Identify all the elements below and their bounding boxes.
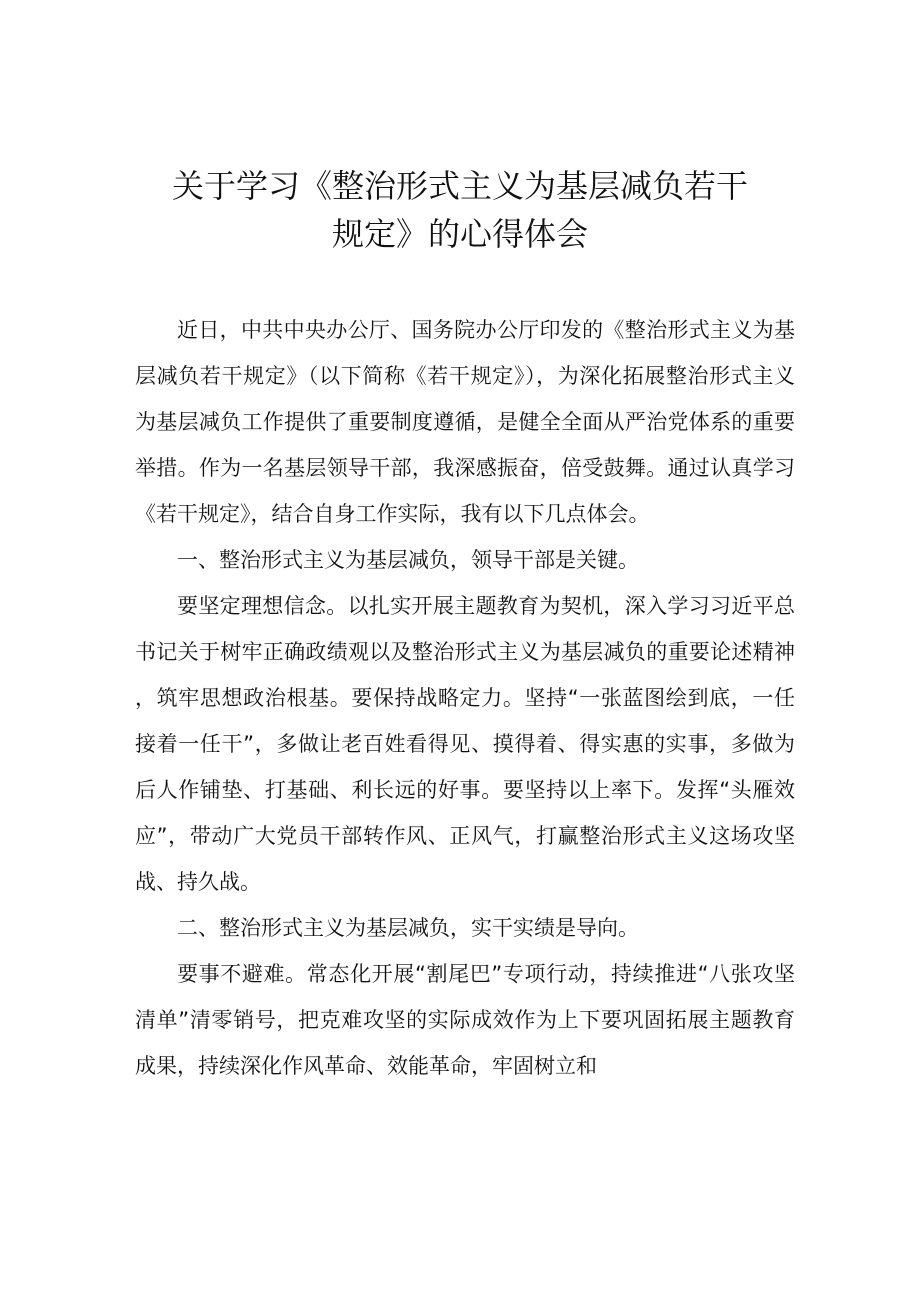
section-heading-2: 二、整治形式主义为基层减负，实干实绩是导向。 <box>177 916 639 940</box>
paragraph-intro: 近日，中共中央办公厅、国务院办公厅印发的《整治形式主义为基层减负若干规定》（以下简称《若干规定》），为深化拓展整治形式主义为基层减负工作提供了重要制度遵循，是健全全面从严治党体系的重要举措。作为一名基层领导干部，我深感振奋，倍受鼓舞。通过认真学习《若干规定》，结合自身工作实际，我有以下几点体会。 <box>135 318 795 526</box>
document-body <box>135 307 795 1089</box>
title-line-1: 关于学习《整治形式主义为基层减负若干 <box>171 167 748 205</box>
section-heading-1: 一、整治形式主义为基层减负，领导干部是关键。 <box>177 548 639 572</box>
title-line-2: 规定》的心得体会 <box>331 215 588 253</box>
document-title <box>110 162 810 258</box>
paragraph-section-2: 要事不避难。常态化开展“割尾巴”专项行动，持续推进“八张攻坚清单”清零销号，把克难攻坚的实际成效作为上下要巩固拓展主题教育成果，持续深化作风革命、效能革命，牢固树立和 <box>135 962 795 1078</box>
paragraph-section-1: 要坚定理想信念。以扎实开展主题教育为契机，深入学习习近平总书记关于树牢正确政绩观以及整治形式主义为基层减负的重要论述精神，筑牢思想政治根基。要保持战略定力。坚持“一张蓝图绘到底，一任接着一任干”，多做让老百姓看得见、摸得着、得实惠的实事，多做为后人作铺垫、打基础、利长远的好事。要坚持以上率下。发挥“头雁效应”，带动广大党员干部转作风、正风气，打赢整治形式主义这场攻坚战、持久战。 <box>135 594 795 894</box>
